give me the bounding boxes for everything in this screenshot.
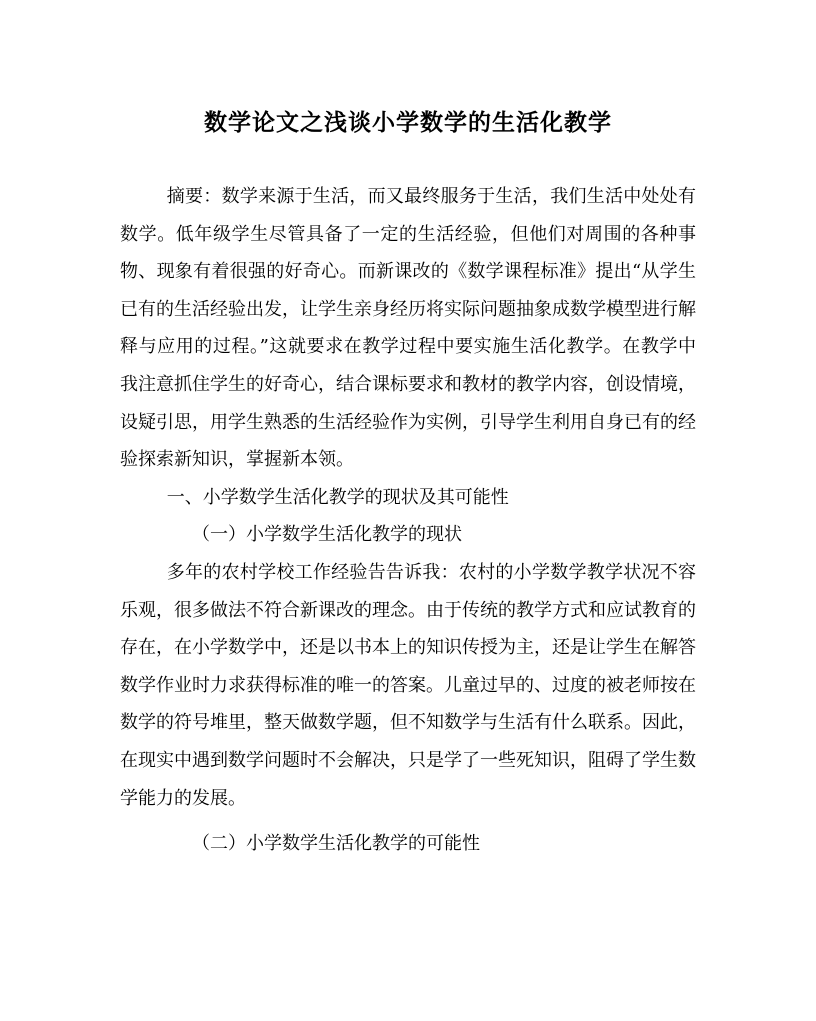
current-status-paragraph: 多年的农村学校工作经验告告诉我：农村的小学数学教学状况不容乐观，很多做法不符合新课改的理念。由于传统的教学方式和应试教育的存在，在小学数学中，还是以书本上的知识传授为主，还是让学生在解答数学作业时力求获得标准的唯一的答案。儿童过早的、过度的被老师按在数学的符号堆里，整天做数学题，但不知数学与生活有什么联系。因此，在现实中遇到数学问题时不会解决，只是学了一些死知识，阻碍了学生数学能力的发展。: [120, 561, 696, 809]
subsection-heading-current-status: （一）小学数学生活化教学的现状: [192, 524, 462, 546]
document-title: 数学论文之浅谈小学数学的生活化教学: [204, 109, 612, 136]
document-body: [120, 178, 696, 863]
abstract-paragraph: 摘要：数学来源于生活，而又最终服务于生活，我们生活中处处有数学。低年级学生尽管具备了一定的生活经验，但他们对周围的各种事物、现象有着很强的好奇心。而新课改的《数学课程标准》提出“从学生已有的生活经验出发，让学生亲身经历将实际问题抽象成数学模型进行解释与应用的过程。”这就要求在教学过程中要实施生活化教学。在教学中我注意抓住学生的好奇心，结合课标要求和教材的教学内容，创设情境，设疑引思，用学生熟悉的生活经验作为实例，引导学生利用自身已有的经验探索新知识，掌握新本领。: [120, 186, 696, 471]
section-heading: 一、小学数学生活化教学的现状及其可能性: [166, 486, 509, 508]
subsection-heading-possibility: （二）小学数学生活化教学的可能性: [192, 833, 480, 855]
